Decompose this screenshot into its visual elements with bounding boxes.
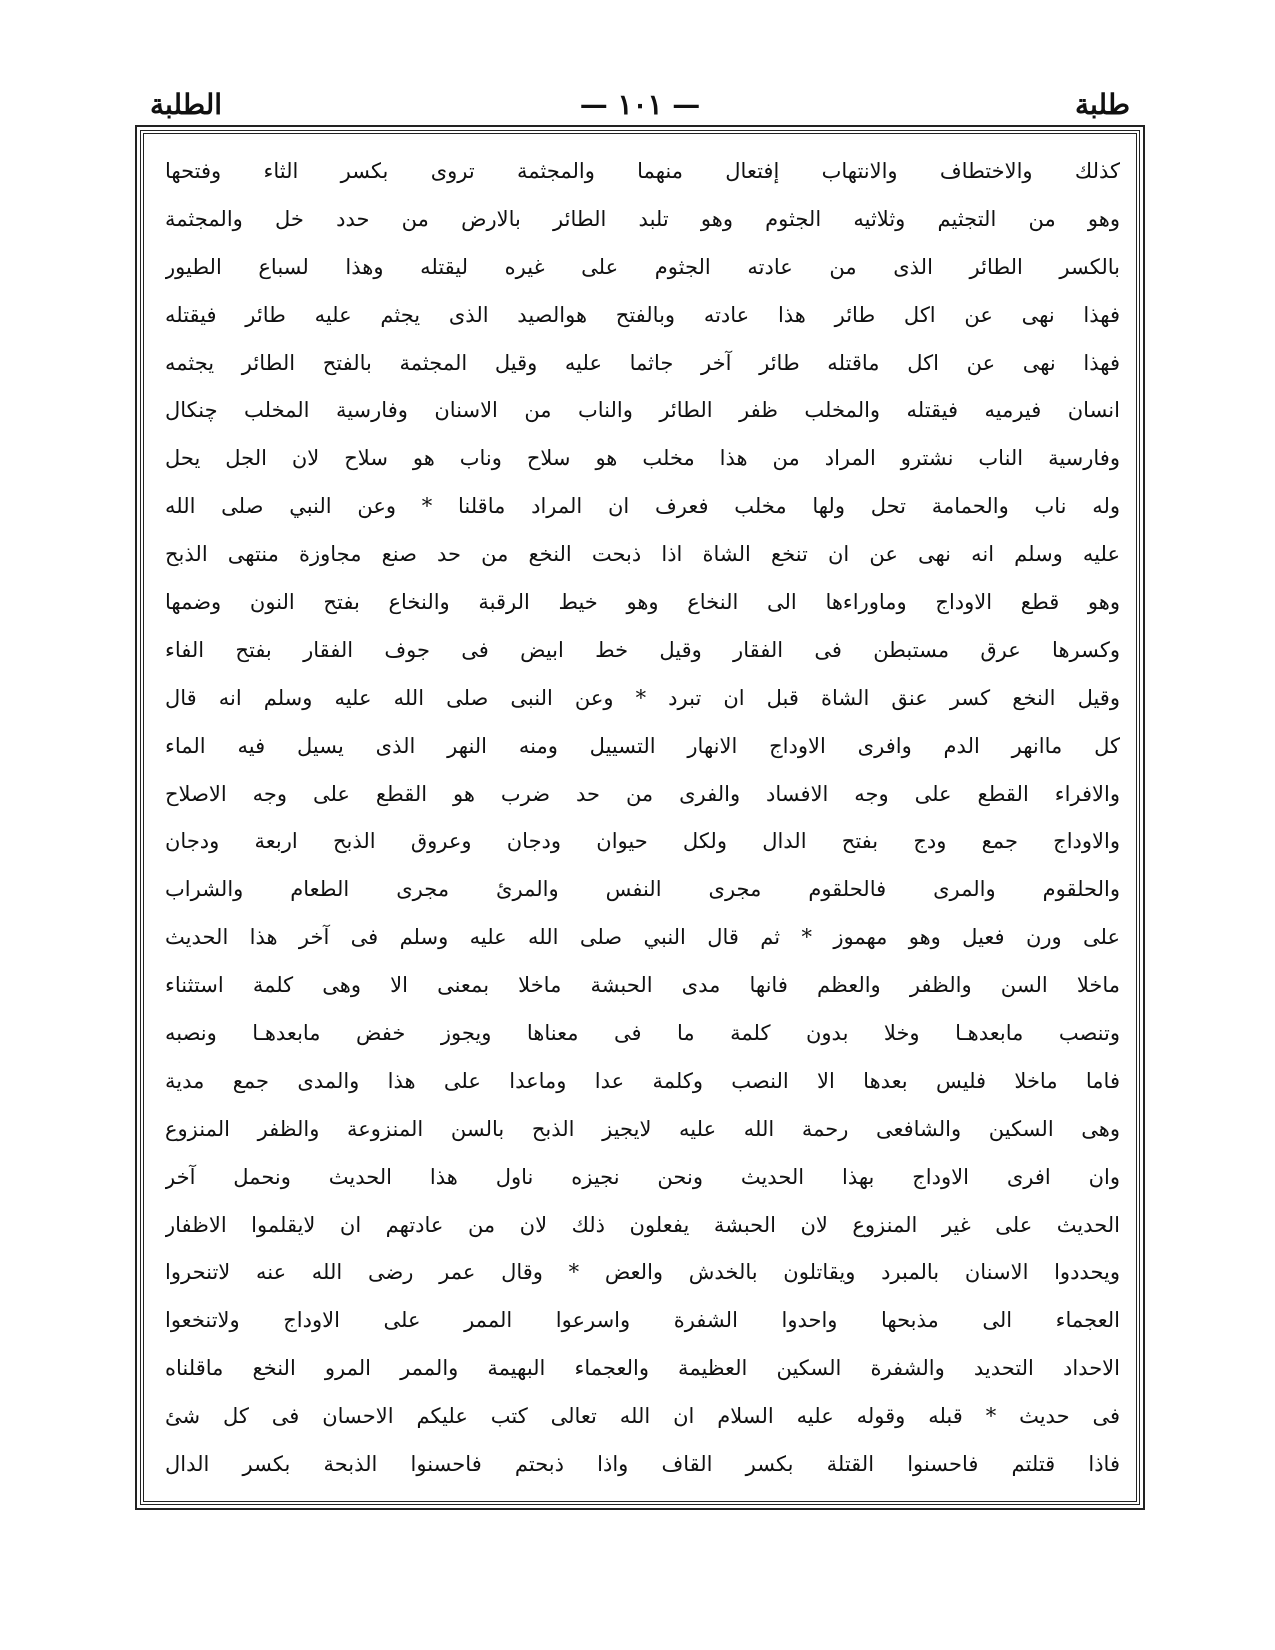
text-line: وهو قطع الاوداج وماوراءها الى النخاع وهو خيط الرقبة والنخاع بفتح النون وضمها (165, 590, 1120, 615)
text-line: كل ماانهر الدم وافرى الاوداج الانهار التسييل ومنه النهر الذى يسيل فيه الماء (165, 733, 1120, 758)
text-line: بالكسر الطائر الذى من عادته الجثوم على غيره ليقتله وهذا لسباع الطيور (165, 254, 1120, 279)
text-line: الاحداد التحديد والشفرة السكين العظيمة والعجماء البهيمة والممر المرو النخع ماقلناه (165, 1356, 1120, 1381)
text-line: انسان فيرميه فيقتله والمخلب ظفر الطائر والناب من الاسنان وفارسية المخلب چنكال (165, 398, 1120, 423)
text-line: فهذا نهى عن اكل طائر هذا عادته وبالفتح هوالصيد الذى يجثم عليه طائر فيقتله (165, 302, 1120, 327)
text-line: وهى السكين والشافعى رحمة الله عليه لايجيز الذبح بالسن المنزوعة والظفر المنزوع (165, 1116, 1120, 1141)
text-line: وله ناب والحمامة تحل ولها مخلب فعرف ان المراد ماقلنا * وعن النبي صلى الله (165, 494, 1120, 519)
header-left-word: الطلبة (150, 88, 223, 121)
header-right-word: طلبة (1074, 88, 1130, 121)
text-line: وان افرى الاوداج بهذا الحديث ونحن نجيزه ناول هذا الحديث ونحمل آخر (165, 1164, 1120, 1189)
page-number: — ١٠١ — (579, 88, 701, 121)
text-line: وفارسية الناب نشترو المراد من هذا مخلب هو سلاح وناب هو سلاح لان الجل يحل (165, 446, 1120, 471)
text-line: والحلقوم والمرى فالحلقوم مجرى النفس والمرئ مجرى الطعام والشراب (165, 877, 1120, 902)
text-line: وتنصب مابعدهـا وخلا بدون كلمة ما فى معناها ويجوز خفض مابعدهـا ونصبه (165, 1021, 1120, 1046)
text-line: وقيل النخع كسر عنق الشاة قبل ان تبرد * وعن النبى صلى الله عليه وسلم انه قال (165, 685, 1120, 710)
text-line: فاما ماخلا فليس بعدها الا النصب وكلمة عدا وماعدا على هذا والمدى جمع مدية (165, 1068, 1120, 1093)
text-line: فى حديث * قبله وقوله عليه السلام ان الله تعالى كتب عليكم الاحسان فى كل شئ (165, 1404, 1120, 1429)
text-line: على ورن فعيل وهو مهموز * ثم قال النبي صلى الله عليه وسلم فى آخر هذا الحديث (165, 925, 1120, 950)
text-line: الحديث على غير المنزوع لان الحبشة يفعلون ذلك لان من عادتهم ان لايقلموا الاظفار (165, 1212, 1120, 1237)
text-line: والافراء القطع على وجه الافساد والفرى من حد ضرب هو القطع على وجه الاصلاح (165, 781, 1120, 806)
text-line: كذلك والاختطاف والانتهاب إفتعال منهما والمجثمة تروى بكسر الثاء وفتحها (165, 159, 1120, 183)
text-line: وكسرها عرق مستبطن فى الفقار وقيل خط ابيض فى جوف الفقار بفتح الفاء (165, 637, 1120, 662)
text-line: ويحددوا الاسنان بالمبرد ويقاتلون بالخدش والعض * وقال عمر رضى الله عنه لاتنحروا (165, 1260, 1120, 1285)
text-line: فهذا نهى عن اكل ماقتله طائر آخر جاثما عليه وقيل المجثمة بالفتح الطائر يجثمه (165, 350, 1120, 375)
text-line: العجماء الى مذبحها واحدوا الشفرة واسرعوا الممر على الاوداج ولاتنخعوا (165, 1308, 1120, 1333)
text-line: ماخلا السن والظفر والعظم فانها مدى الحبشة ماخلا بمعنى الا وهى كلمة استثناء (165, 973, 1120, 998)
text-line: عليه وسلم انه نهى عن ان تنخع الشاة اذا ذبحت النخع من حد صنع مجاوزة منتهى الذبح (165, 542, 1120, 567)
text-line: والاوداج جمع ودج بفتح الدال ولكل حيوان ودجان وعروق الذبح اربعة ودجان (165, 829, 1120, 854)
body-text (165, 148, 1120, 1493)
text-line: وهو من التجثيم وثلاثيه الجثوم وهو تلبد الطائر بالارض من حدد خل والمجثمة (165, 206, 1120, 231)
text-line: فاذا قتلتم فاحسنوا القتلة بكسر القاف واذا ذبحتم فاحسنوا الذبحة بكسر الدال (165, 1452, 1120, 1477)
